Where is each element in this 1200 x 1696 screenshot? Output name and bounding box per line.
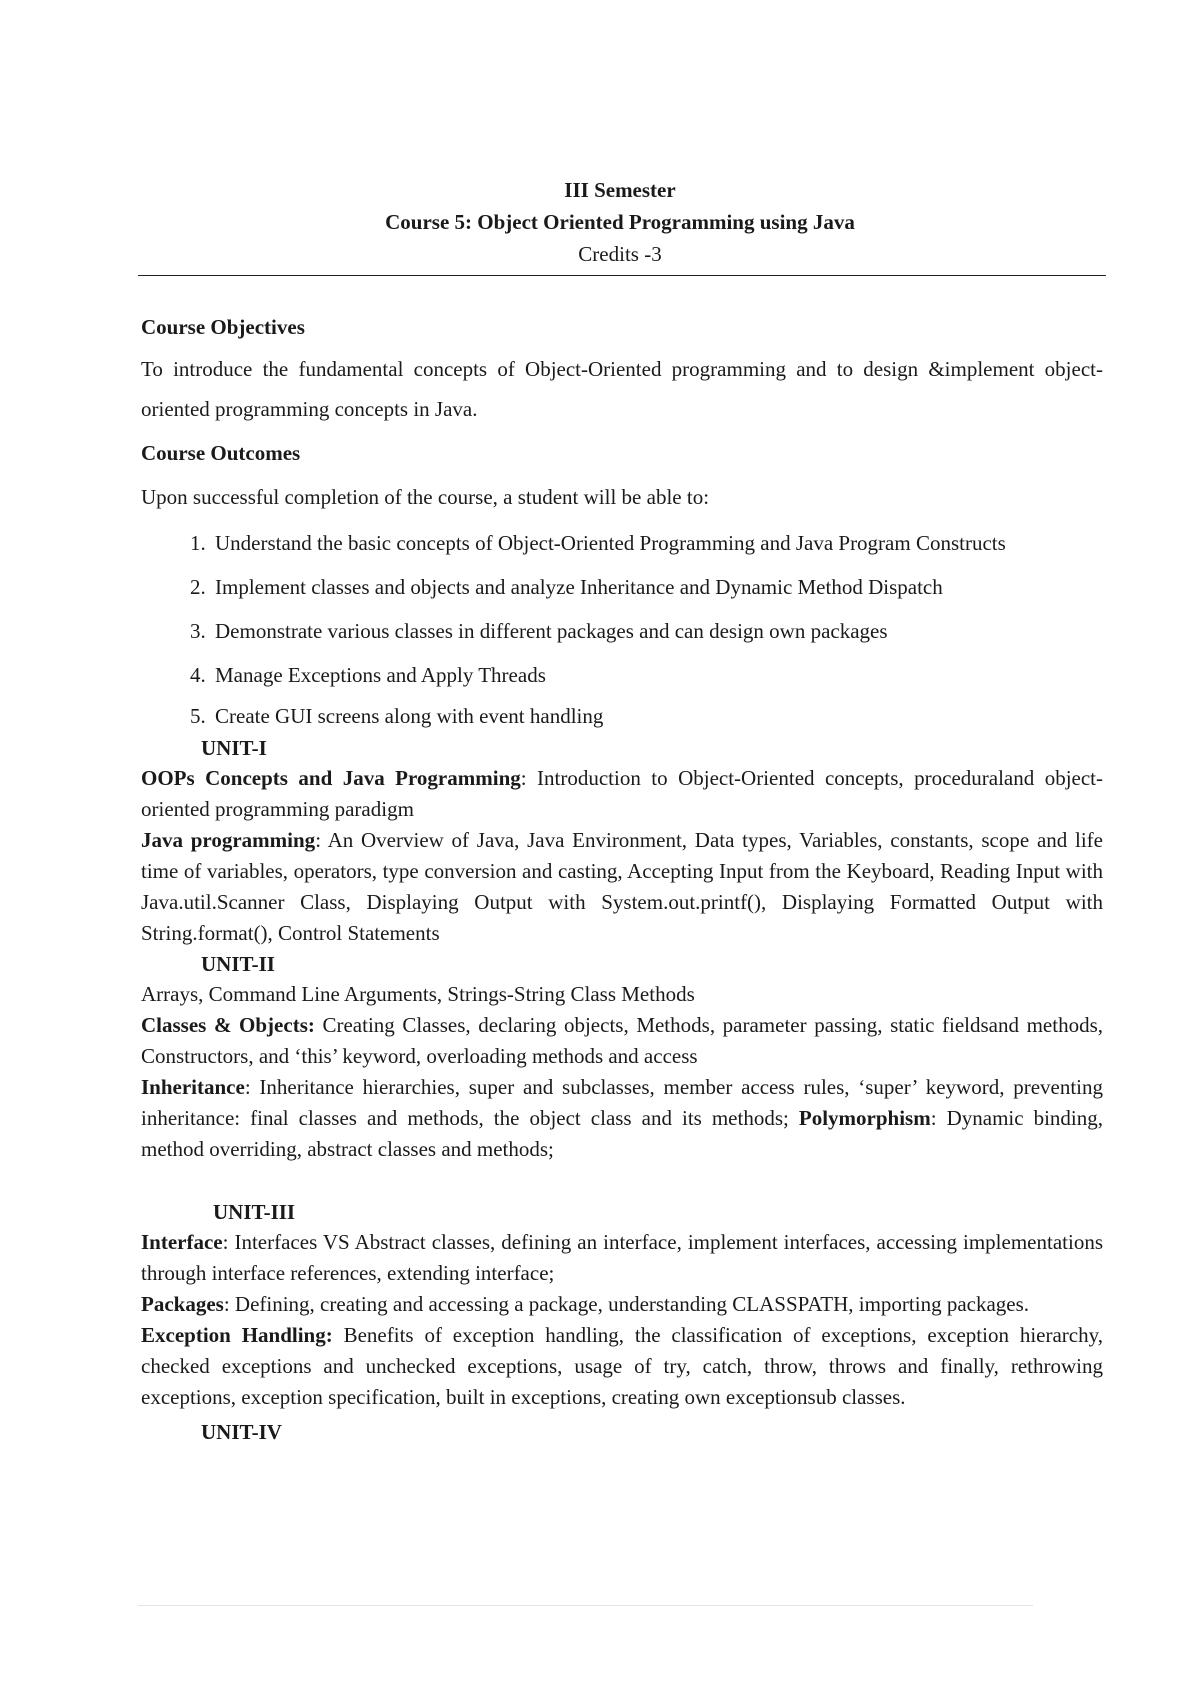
- objectives-heading: Course Objectives: [141, 315, 305, 339]
- unit-2-classes-term: Classes & Objects:: [141, 1013, 315, 1037]
- header-divider: [138, 275, 1106, 276]
- section-spacer: [141, 1165, 1103, 1197]
- outcome-item: 1. Understand the basic concepts of Object-Oriented Programming and Java Program Constructs: [211, 523, 1103, 563]
- unit-3-packages-term: Packages: [141, 1292, 224, 1316]
- footer-divider: [138, 1605, 1033, 1606]
- unit-2-polymorphism-text: : Dynamic binding, method overriding, abstract classes and methods;: [141, 1106, 1103, 1161]
- semester-title: III Semester: [564, 178, 676, 202]
- unit-4-title: UNIT-IV: [201, 1420, 282, 1444]
- document-body: [141, 305, 1103, 1447]
- unit-1-paragraph-oops: [141, 763, 1103, 825]
- unit-2-title: UNIT-II: [201, 952, 275, 976]
- unit-3-packages-text: : Defining, creating and accessing a package, understanding CLASSPATH, importing packages.: [223, 1292, 1030, 1316]
- outcome-item: 4. Manage Exceptions and Apply Threads: [211, 655, 1103, 695]
- outcome-item: 5. Create GUI screens along with event handling: [211, 699, 1103, 733]
- unit-2-inheritance-text: : Inheritance hierarchies, super and subclasses, member access rules, ‘super’ keyword, preventing inheritance: final classes and methods, the object class and its methods;: [141, 1075, 1103, 1130]
- document-header: [0, 174, 1200, 270]
- unit-3-paragraph-packages: [141, 1289, 1103, 1320]
- credits-label: Credits -3: [578, 242, 662, 266]
- unit-3-paragraph-exceptions: [141, 1320, 1103, 1413]
- unit-1-oops-term: OOPs Concepts and Java Programming: [141, 766, 521, 790]
- course-title: Course 5: Object Oriented Programming using Java: [385, 210, 855, 234]
- outcomes-intro: Upon successful completion of the course, a student will be able to:: [141, 485, 710, 509]
- outcome-item: 2. Implement classes and objects and analyze Inheritance and Dynamic Method Dispatch: [211, 567, 1103, 607]
- unit-2-paragraph-inheritance: [141, 1072, 1103, 1165]
- unit-3-exceptions-text: Benefits of exception handling, the classification of exceptions, exception hierarchy, checked exceptions and unchecked exceptions, usage of try, catch, throw, throws and finally, rethrowing exceptions, exception specification, built in exceptions, creating own exceptionsub classes.: [141, 1323, 1103, 1409]
- unit-2-inheritance-term: Inheritance: [141, 1075, 245, 1099]
- unit-3-paragraph-interface: [141, 1227, 1103, 1289]
- unit-3-interface-text: : Interfaces VS Abstract classes, defining an interface, implement interfaces, accessing implementations through interface references, extending interface;: [141, 1230, 1103, 1285]
- unit-2-polymorphism-term: Polymorphism: [798, 1106, 931, 1130]
- unit-1-java-text: : An Overview of Java, Java Environment, Data types, Variables, constants, scope and life time of variables, operators, type conversion and casting, Accepting Input from the Keyboard, Reading Input with Java.util.Scanner Class, Displaying Output with System.out.printf(), Displaying Formatted Output with String.format(), Control Statements: [141, 828, 1103, 945]
- unit-3-exceptions-term: Exception Handling:: [141, 1323, 333, 1347]
- outcomes-heading: Course Outcomes: [141, 441, 301, 465]
- unit-3-interface-term: Interface: [141, 1230, 223, 1254]
- objectives-text: To introduce the fundamental concepts of Object-Oriented programming and to design &implement object-oriented programming concepts in Java.: [141, 357, 1103, 421]
- unit-2-classes-text: Creating Classes, declaring objects, Methods, parameter passing, static fieldsand methods, Constructors, and ‘this’ keyword, overloading methods and access: [141, 1013, 1104, 1068]
- unit-2-paragraph-classes: [141, 1010, 1103, 1072]
- unit-1-java-term: Java programming: [141, 828, 316, 852]
- outcomes-list: [141, 523, 1103, 733]
- unit-1-title: UNIT-I: [201, 736, 267, 760]
- unit-3-title: UNIT-III: [213, 1200, 296, 1224]
- unit-1-paragraph-java: [141, 825, 1103, 949]
- unit-2-paragraph-arrays: Arrays, Command Line Arguments, Strings-String Class Methods: [141, 982, 695, 1006]
- outcome-item: 3. Demonstrate various classes in different packages and can design own packages: [211, 611, 1103, 651]
- unit-1-oops-text: : Introduction to Object-Oriented concepts, proceduraland object-oriented programming paradigm: [141, 766, 1103, 821]
